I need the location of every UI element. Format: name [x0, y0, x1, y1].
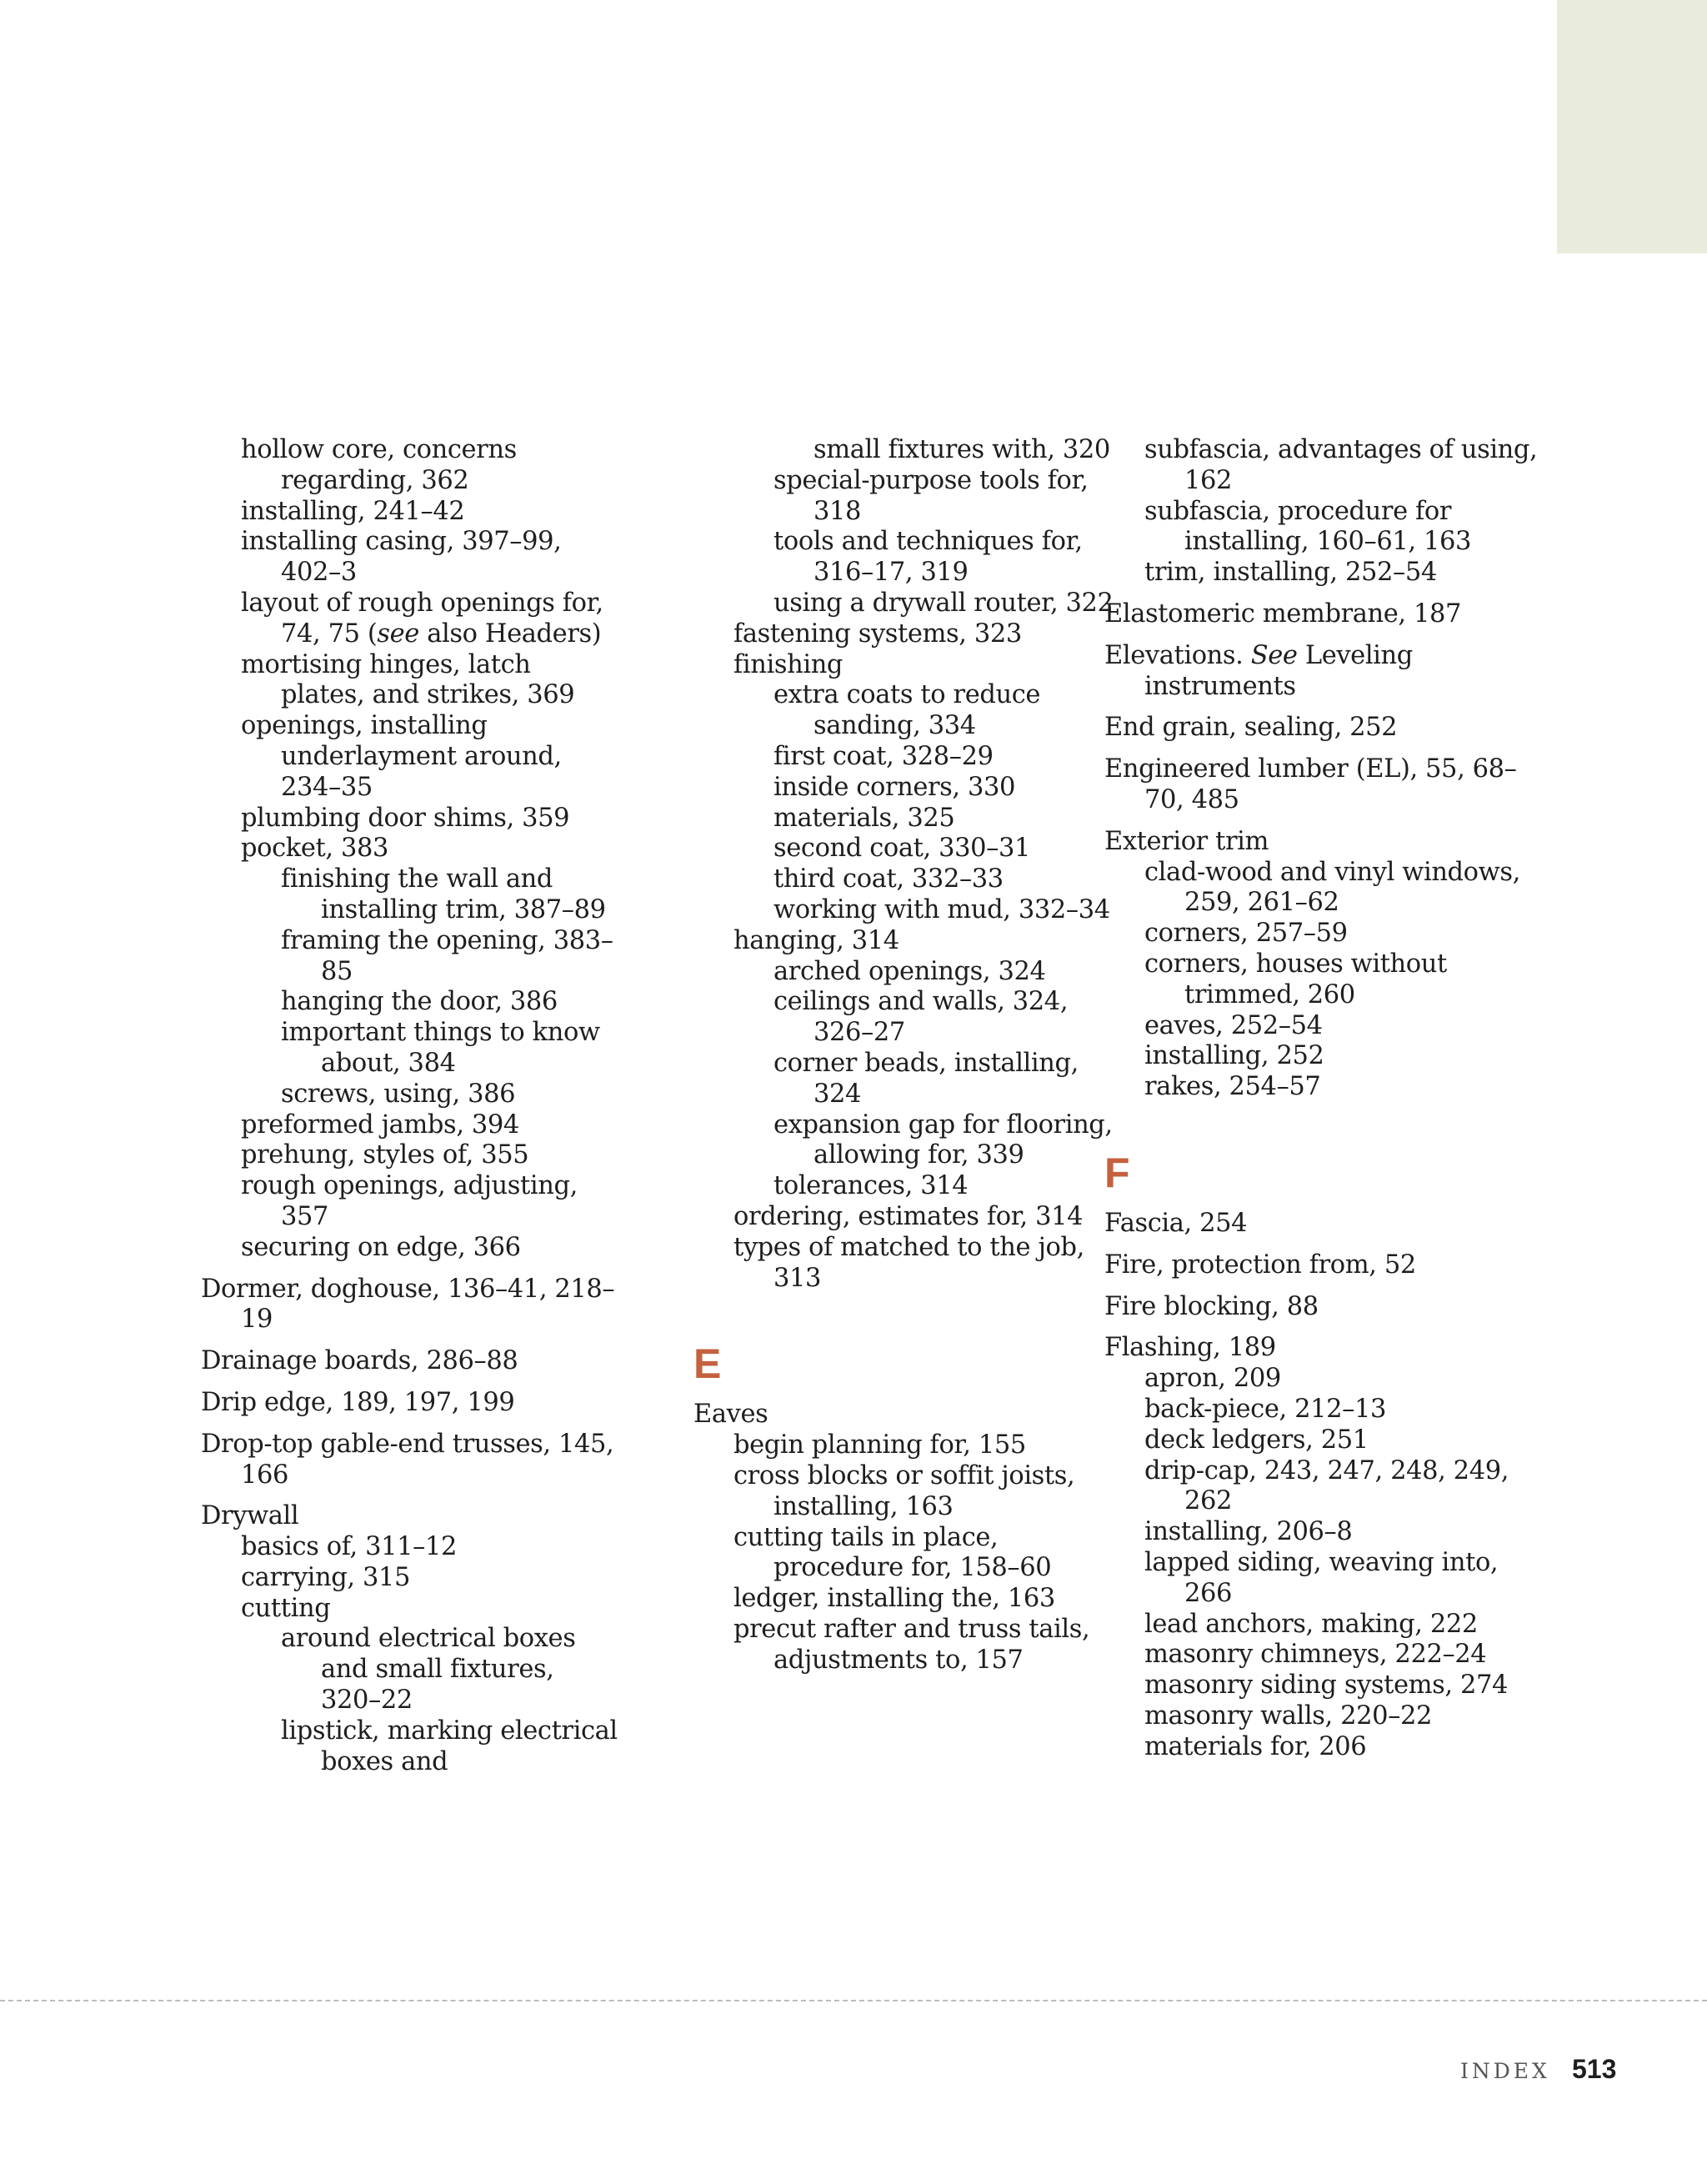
index-subentry: prehung, styles of, 355	[241, 1140, 529, 1170]
index-subentry: back-piece, 212–13	[1144, 1394, 1386, 1424]
index-subentry: carrying, 315	[241, 1562, 410, 1592]
index-subentry: basics of, 311–12	[241, 1532, 457, 1562]
index-subentry: finishing the wall and installing trim, 387–89	[281, 864, 606, 924]
index-subentry: begin planning for, 155	[733, 1430, 1026, 1460]
index-subentry: finishing	[733, 649, 843, 679]
index-subentry: installing casing, 397–99, 402–3	[241, 527, 562, 588]
index-column-1	[201, 435, 618, 1777]
index-subentry: fastening systems, 323	[733, 619, 1022, 649]
index-subentry: expansion gap for flooring, allowing for, 339	[773, 1110, 1113, 1170]
index-entry: Dormer, doghouse, 136–41, 218–19	[201, 1274, 615, 1335]
index-subentry: tolerances, 314	[773, 1171, 969, 1201]
index-subentry: screws, using, 386	[281, 1079, 516, 1109]
index-subentry: corners, houses without trimmed, 260	[1144, 949, 1447, 1009]
index-subentry: trim, installing, 252–54	[1144, 558, 1437, 588]
index-subentry: working with mud, 332–34	[773, 894, 1110, 924]
index-subentry: preformed jambs, 394	[241, 1110, 519, 1140]
index-subentry: ordering, estimates for, 314	[733, 1201, 1084, 1231]
index-subentry: lipstick, marking electrical boxes and	[281, 1716, 618, 1776]
index-subentry: openings, installing underlayment around, 234–35	[241, 711, 562, 802]
index-subentry: rough openings, adjusting, 357	[241, 1171, 578, 1231]
index-subentry: pocket, 383	[241, 834, 388, 864]
index-subentry: subfascia, procedure for installing, 160–61, 163	[1144, 496, 1471, 557]
index-subentry: installing, 252	[1144, 1041, 1324, 1071]
section-letter: E	[693, 1340, 722, 1388]
index-column-2	[693, 435, 1127, 1676]
index-subentry: plumbing door shims, 359	[241, 803, 570, 833]
index-subentry: second coat, 330–31	[773, 834, 1030, 864]
index-subentry: special-purpose tools for, 318	[773, 465, 1089, 526]
index-subentry: important things to know about, 384	[281, 1018, 600, 1078]
index-subentry: around electrical boxes and small fixtures, 320–22	[281, 1624, 576, 1716]
index-subentry: corners, 257–59	[1144, 919, 1348, 949]
index-subentry: clad-wood and vinyl windows, 259, 261–62	[1144, 857, 1520, 918]
index-subentry: ledger, installing the, 163	[733, 1584, 1055, 1614]
running-head: INDEX	[1460, 2059, 1550, 2083]
index-subentry: materials for, 206	[1144, 1731, 1367, 1761]
index-entry: Eaves	[693, 1400, 768, 1430]
index-subentry: lapped siding, weaving into, 266	[1144, 1547, 1499, 1608]
index-subentry: apron, 209	[1144, 1364, 1281, 1394]
index-subentry: types of matched to the job, 313	[733, 1232, 1084, 1293]
index-subentry: drip-cap, 243, 247, 248, 249, 262	[1144, 1455, 1509, 1516]
index-subentry: masonry siding systems, 274	[1144, 1671, 1509, 1701]
footer-divider	[0, 2000, 1707, 2001]
index-subentry: inside corners, 330	[773, 772, 1016, 802]
index-subentry: cutting	[241, 1593, 331, 1623]
index-entry: Drywall	[201, 1501, 299, 1531]
index-subentry: corner beads, installing, 324	[773, 1048, 1079, 1109]
index-subentry: extra coats to reduce sanding, 334	[773, 680, 1041, 741]
index-subentry: tools and techniques for, 316–17, 319	[773, 527, 1083, 588]
index-subentry: eaves, 252–54	[1144, 1010, 1323, 1040]
index-entry: Fascia, 254	[1104, 1208, 1248, 1238]
index-subentry: framing the opening, 383–85	[281, 925, 613, 986]
page-number: 513	[1572, 2054, 1617, 2084]
index-subentry: deck ledgers, 251	[1144, 1425, 1369, 1455]
index-subentry: first coat, 328–29	[773, 741, 994, 771]
index-subentry: hanging, 314	[733, 925, 899, 955]
index-subentry: rakes, 254–57	[1144, 1072, 1321, 1102]
index-entry: Drainage boards, 286–88	[201, 1346, 518, 1376]
index-subentry: masonry walls, 220–22	[1144, 1701, 1432, 1731]
index-entry: End grain, sealing, 252	[1104, 713, 1398, 743]
index-entry: Flashing, 189	[1104, 1333, 1276, 1363]
index-entry: Drop-top gable-end trusses, 145, 166	[201, 1429, 614, 1490]
index-subentry: precut rafter and truss tails, adjustments to, 157	[733, 1614, 1090, 1675]
index-entry: Elevations. See Leveling instruments	[1104, 640, 1413, 701]
index-subentry: ceilings and walls, 324, 326–27	[773, 987, 1069, 1048]
index-entry: Engineered lumber (EL), 55, 68–70, 485	[1104, 754, 1517, 814]
index-subentry: masonry chimneys, 222–24	[1144, 1640, 1487, 1670]
index-subentry: subfascia, advantages of using, 162	[1144, 435, 1538, 495]
index-entry: Drip edge, 189, 197, 199	[201, 1387, 515, 1417]
index-subentry: hanging the door, 386	[281, 987, 558, 1017]
index-subentry: installing, 206–8	[1144, 1517, 1353, 1547]
index-subentry: mortising hinges, latch plates, and strikes, 369	[241, 649, 575, 710]
index-subentry: small fixtures with, 320	[813, 435, 1110, 464]
index-subentry: third coat, 332–33	[773, 864, 1004, 894]
index-column-3	[1104, 435, 1538, 1762]
index-entry: Fire blocking, 88	[1104, 1291, 1319, 1321]
index-subentry: layout of rough openings for, 74, 75 (see also Headers)	[241, 588, 603, 649]
index-entry: Exterior trim	[1104, 826, 1269, 856]
index-subentry: lead anchors, making, 222	[1144, 1609, 1478, 1639]
corner-thumb-tab	[1557, 0, 1707, 253]
index-subentry: using a drywall router, 322	[773, 588, 1114, 618]
index-subentry: cutting tails in place, procedure for, 158–60	[733, 1522, 1052, 1583]
index-subentry: securing on edge, 366	[241, 1232, 521, 1262]
index-entry: Fire, protection from, 52	[1104, 1250, 1416, 1280]
index-subentry: materials, 325	[773, 803, 955, 833]
index-entry: Elastomeric membrane, 187	[1104, 599, 1462, 629]
index-subentry: arched openings, 324	[773, 956, 1046, 986]
index-subentry: cross blocks or soffit joists, installing, 163	[733, 1460, 1075, 1521]
index-subentry: installing, 241–42	[241, 496, 465, 526]
index-subentry: hollow core, concerns regarding, 362	[241, 435, 517, 495]
section-letter: F	[1104, 1149, 1130, 1196]
